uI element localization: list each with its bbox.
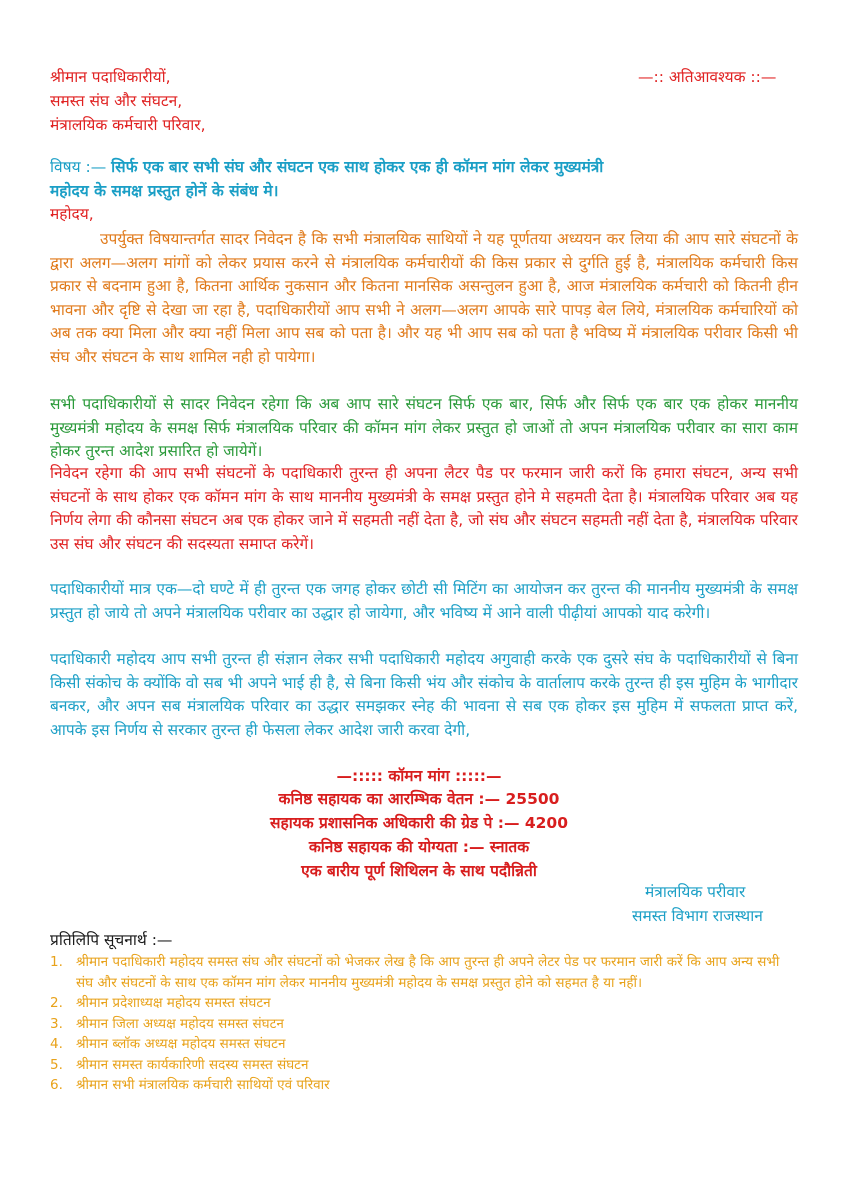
list-item: 5. श्रीमान समस्त कार्यकारिणी सदस्य समस्त संघटन (50, 1056, 309, 1073)
common-demand-item-2: सहायक प्रशासनिक अधिकारी की ग्रेड पे :— 4200 (269, 814, 569, 832)
paragraph-1 (50, 228, 798, 369)
copy-to-list (50, 952, 800, 1096)
subject-line-2: महोदय के समक्ष प्रस्तुत होनें के संबंध मे। (50, 182, 279, 200)
addressee-line-3: मंत्रालयिक कर्मचारी परिवार, (50, 116, 206, 134)
list-item: 1. श्रीमान पदाधिकारी महोदय समस्त संघ और संघटनों को भेजकर लेख है कि आप तुरन्त ही अपने लेटर पेड पर फरमान जारी करें कि आप अन्य सभी संघ और संघटनों के साथ एक कॉमन मांग लेकर माननीय मुख्यमंत्री महोदय के समक्ष प्रस्तुत होने को सहमत है या नहीं। (50, 954, 780, 991)
paragraph-4: पदाधिकारीयों मात्र एक—दो घण्टे में ही तुरन्त एक जगह होकर छोटी सी मिटिंग का आयोजन कर तुरन्त की माननीय मुख्यमंत्री के समक्ष प्रस्तुत हो जाये तो अपने मंत्रालयिक परीवार का उद्धार हो जायेगा, और भविष्य में आने वाली पीढ़ीयां आपको याद करेगी। (50, 580, 798, 622)
common-demand-heading: —::::: कॉमन मांग :::::— (336, 767, 502, 785)
addressee-line-2: समस्त संघ और संघटन, (50, 92, 183, 110)
paragraph-3: निवेदन रहेगा की आप सभी संघटनों के पदाधिकारी तुरन्त ही अपना लैटर पैड पर फरमान जारी करों कि हमारा संघटन, अन्य सभी संघटनों के साथ होकर एक कॉमन मांग के साथ माननीय मुख्यमंत्री के समक्ष प्रस्तुत होने मे सहमती देता है। मंत्रालयिक परिवार अब यह निर्णय लेगा की कौनसा संघटन अब एक होकर जाने में सहमती नहीं देता है, जो संघ और संघटन सहमती नहीं देता है, मंत्रालयिक परिवार उस संघ और संघटन की सदस्यता समाप्त करेगें। (50, 464, 798, 553)
common-demand-item-3: कनिष्ठ सहायक की योग्यता :— स्नातक (308, 838, 530, 856)
paragraph-5: पदाधिकारी महोदय आप सभी तुरन्त ही संज्ञान लेकर सभी पदाधिकारी महोदय अगुवाही करके एक दुसरे संघ के पदाधिकारीयों से बिना किसी संकोच के क्योंकि वो सब भी अपने भाई ही है, से बिना किसी भंय और संकोच के वार्तालाप करके तुरन्त ही इस मुहिम के भागीदार बनकर, और अपन सब मंत्रालयिक परिवार का उद्धार समझकर स्नेह की भावना से सब एक होकर इस मुहिम में सफलता प्राप्त करें, आपके इस निर्णय से सरकार तुरन्त ही फेसला लेकर आदेश जारी करवा देगी, (50, 650, 798, 739)
list-item: 6. श्रीमान सभी मंत्रालयिक कर्मचारी साथियों एवं परिवार (50, 1077, 330, 1093)
paragraph-1-text: उपर्युक्त विषयान्तर्गत सादर निवेदन है कि सभी मंत्रालयिक साथियों ने यह पूर्णतया अध्ययन कर लिया की आप सारे संघटनों के द्वारा अलग—अलग मांगों को लेकर प्रयास करने से मंत्रालयिक कर्मचारीयों की किस प्रकार से दुर्गति हुई है, मंत्रालयिक कर्मचारी किस प्रकार से बदनाम हुआ है, कितना आर्थिक नुकसान और कितना मानसिक असन्तुलन हुआ है, आज मंत्रालयिक कर्मचारी को कितनी हीन भावना और दृष्टि से देखा जा रहा है, पदाधिकारीयों आप सभी ने अलग—अलग आपके सारे पापड़ बेल लिये, मंत्रालयिक कर्मचारियों को अब तक क्या मिला और क्या नहीं मिला आप सब को पता है। और यह भी आप सब को पता है भविष्य में मंत्रालयिक परीवार किसी भी संघ और संघटन के साथ शामिल नही हो पायेगा। (50, 230, 798, 366)
copy-to-heading: प्रतिलिपि सूचनार्थ :— (50, 931, 173, 949)
list-item: 2. श्रीमान प्रदेशाध्यक्ष महोदय समस्त संघटन (50, 995, 271, 1011)
common-demand-item-4: एक बारीय पूर्ण शिथिलन के साथ पदौन्निती (301, 862, 537, 880)
addressee-line-1: श्रीमान पदाधिकारीयों, (50, 68, 171, 86)
paragraph-2: सभी पदाधिकारीयों से सादर निवेदन रहेगा कि अब आप सारे संघटन सिर्फ एक बार, सिर्फ और सिर्फ एक बार एक होकर माननीय मुख्यमंत्री महोदय के समक्ष सिर्फ मंत्रालयिक परिवार की कॉमन मांग लेकर प्रस्तुत हो जाओं तो अपन मंत्रालयिक परीवार का सारा काम होकर तुरन्त आदेश प्रसारित हो जायेगें। (50, 395, 798, 460)
salutation: महोदय, (50, 205, 94, 223)
list-item: 4. श्रीमान ब्लॉक अध्यक्ष महोदय समस्त संघटन (50, 1036, 286, 1052)
common-demand-item-1: कनिष्ठ सहायक का आरम्भिक वेतन :— 25500 (278, 790, 560, 808)
subject-text-1: सिर्फ एक बार सभी संघ और संघटन एक साथ होकर एक ही कॉमन मांग लेकर मुख्यमंत्री (111, 158, 604, 176)
signature-line-2: समस्त विभाग राजस्थान (632, 907, 763, 925)
urgent-label: —:: अतिआवश्यक ::— (638, 68, 777, 86)
signature-line-1: मंत्रालयिक परीवार (645, 883, 746, 901)
list-item: 3. श्रीमान जिला अध्यक्ष महोदय समस्त संघटन (50, 1015, 284, 1032)
subject-prefix: विषय :— (50, 158, 112, 176)
subject-line-1 (50, 156, 603, 179)
